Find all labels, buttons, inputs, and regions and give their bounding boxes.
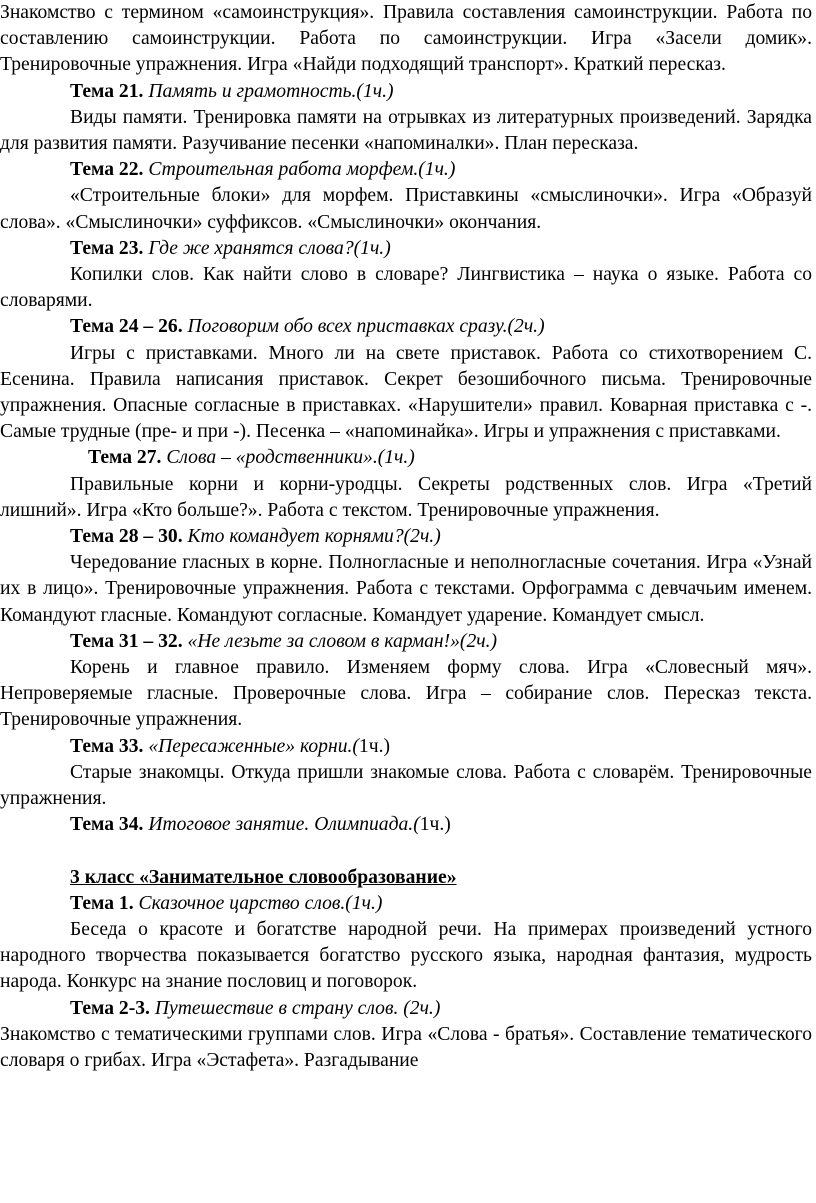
topic-title: Кто командует корнями?(2ч.)	[187, 526, 441, 548]
paragraph: Беседа о красоте и богатстве народной речи. На примерах произведений устного народного творчества показывается богатство русского языка, народная фантазия, мудрость народа. Конкурс на знание пословиц и поговорок.	[0, 918, 812, 993]
paragraph: Корень и главное правило. Изменяем форму слова. Игра «Словесный мяч». Непроверяемые гласные. Проверочные слова. Игра – собирание слов. Пересказ текста. Тренировочные упражнения.	[0, 657, 812, 731]
paragraph: Старые знакомцы. Откуда пришли знакомые слова. Работа с словарём. Тренировочные упражнения.	[0, 761, 812, 810]
topic-number: Тема 1.	[70, 892, 134, 914]
blank-line	[0, 839, 812, 865]
topic-number: Тема 34.	[70, 814, 144, 836]
topic-number: Тема 24 – 26.	[70, 316, 183, 338]
paragraph: Чередование гласных в корне. Полногласные и неполногласные сочетания. Игра «Узнай их в лицо». Тренировочные упражнения. Работа с текстами. Орфограмма с девчачьим именем. Командуют гласные. Командуют согласные. Командует ударение. Командует смысл.	[0, 552, 812, 626]
topic-heading	[0, 629, 812, 655]
topic-title: Итоговое занятие. Олимпиада.(	[148, 814, 420, 836]
topic-heading	[0, 891, 812, 917]
topic-title: Строительная работа морфем.(1ч.)	[148, 159, 456, 181]
topic-number: Тема 22.	[70, 159, 144, 181]
topic-number: Тема 28 – 30.	[70, 526, 183, 548]
paragraph: Копилки слов. Как найти слово в словаре? Лингвистика – наука о языке. Работа со словарями.	[0, 264, 812, 312]
paragraph: «Строительные блоки» для морфем. Приставкины «смыслиночки». Игра «Образуй слова». «Смыслиночки» суффиксов. «Смыслиночки» окончания.	[0, 185, 812, 233]
topic-hours: 1ч.)	[419, 814, 451, 836]
topic-heading	[0, 524, 812, 550]
topic-heading	[0, 445, 812, 471]
topic-title: Сказочное царство слов.(1ч.)	[138, 892, 383, 914]
topic-number: Тема 31 – 32.	[70, 630, 183, 652]
paragraph: Правильные корни и корни-уродцы. Секреты родственных слов. Игра «Третий лишний». Игра «Кто больше?». Работа с текстом. Тренировочные упражнения.	[0, 473, 812, 521]
topic-number: Тема 33.	[70, 735, 144, 757]
topic-heading	[0, 79, 812, 105]
paragraph: Знакомство с термином «самоинструкция». Правила составления самоинструкции. Работа по составлению самоинструкции. Работа по самоинструкции. Игра «Засели домик». Тренировочные упражнения. Игра «Найди подходящий транспорт». Краткий пересказ.	[0, 2, 812, 76]
topic-title: Где же хранятся слова?(1ч.)	[148, 237, 391, 259]
topic-heading	[0, 996, 812, 1022]
topic-number: Тема 2-3.	[70, 997, 150, 1019]
topic-heading	[0, 812, 812, 838]
section-title: 3 класс «Занимательное словообразование»	[70, 866, 457, 888]
topic-heading	[0, 734, 812, 760]
topic-title: Путешествие в страну слов. (2ч.)	[154, 997, 441, 1019]
topic-heading	[0, 314, 812, 340]
topic-title: «Не лезьте за словом в карман!»(2ч.)	[187, 630, 498, 652]
topic-title: Память и грамотность.(1ч.)	[148, 80, 394, 102]
paragraph: Знакомство с тематическими группами слов. Игра «Слова - братья». Составление тематического словаря о грибах. Игра «Эстафета». Разгадывание	[0, 1023, 812, 1071]
topic-heading	[0, 236, 812, 262]
paragraph: Виды памяти. Тренировка памяти на отрывках из литературных произведений. Зарядка для развития памяти. Разучивание песенки «напоминалки». План пересказа.	[0, 106, 812, 155]
topic-number: Тема 23.	[70, 237, 144, 259]
topic-hours: 1ч.)	[358, 735, 390, 757]
topic-number: Тема 21.	[70, 80, 144, 102]
topic-number: Тема 27.	[88, 447, 162, 469]
topic-heading	[0, 157, 812, 183]
topic-title: Слова – «родственники».(1ч.)	[166, 447, 415, 469]
topic-title: Поговорим обо всех приставках сразу.(2ч.)	[187, 316, 545, 338]
topic-title: «Пересаженные» корни.(	[148, 735, 359, 757]
paragraph: Игры с приставками. Много ли на свете приставок. Работа со стихотворением С. Есенина. Правила написания приставок. Секрет безошибочного письма. Тренировочные упражнения. Опасные согласные в приставках. «Нарушители» правил. Коварная приставка с -. Самые трудные (пре- и при -). Песенка – «напоминайка». Игры и упражнения с приставками.	[0, 342, 812, 443]
